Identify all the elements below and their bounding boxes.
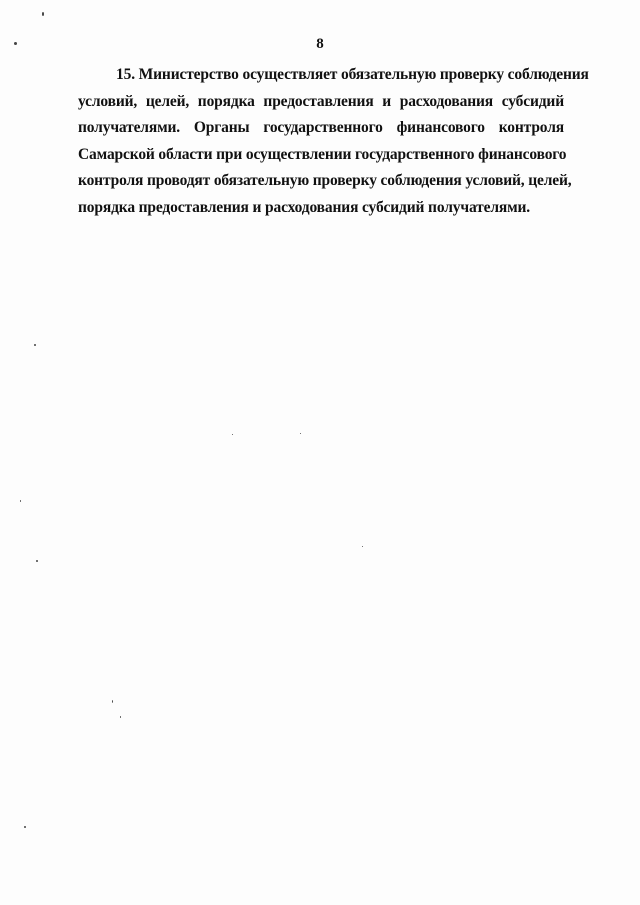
paragraph-line: Самарской области при осуществлении государственного финансового bbox=[78, 145, 567, 163]
scan-speck bbox=[300, 433, 301, 434]
paragraph-line: контроля проводят обязательную проверку соблюдения условий, целей, bbox=[78, 172, 572, 190]
scan-speck bbox=[14, 42, 17, 45]
page-number: 8 bbox=[316, 36, 324, 52]
scan-speck bbox=[112, 700, 113, 703]
scan-speck bbox=[20, 500, 21, 502]
scan-speck bbox=[34, 344, 36, 346]
scan-speck bbox=[24, 826, 26, 828]
paragraph-15 bbox=[78, 62, 589, 222]
scan-speck bbox=[120, 716, 121, 718]
paragraph-line: условий, целей, порядка предоставления и расходования субсидий bbox=[78, 92, 564, 110]
scan-speck bbox=[36, 560, 38, 562]
paragraph-line: порядка предоставления и расходования субсидий получателями. bbox=[78, 198, 531, 216]
scan-speck bbox=[362, 546, 363, 547]
scan-speck bbox=[232, 434, 233, 435]
paragraph-line: получателями. Органы государственного финансового контроля bbox=[78, 119, 564, 137]
scan-speck bbox=[42, 12, 44, 16]
paragraph-line: 15. Министерство осуществляет обязательную проверку соблюдения bbox=[116, 66, 589, 83]
